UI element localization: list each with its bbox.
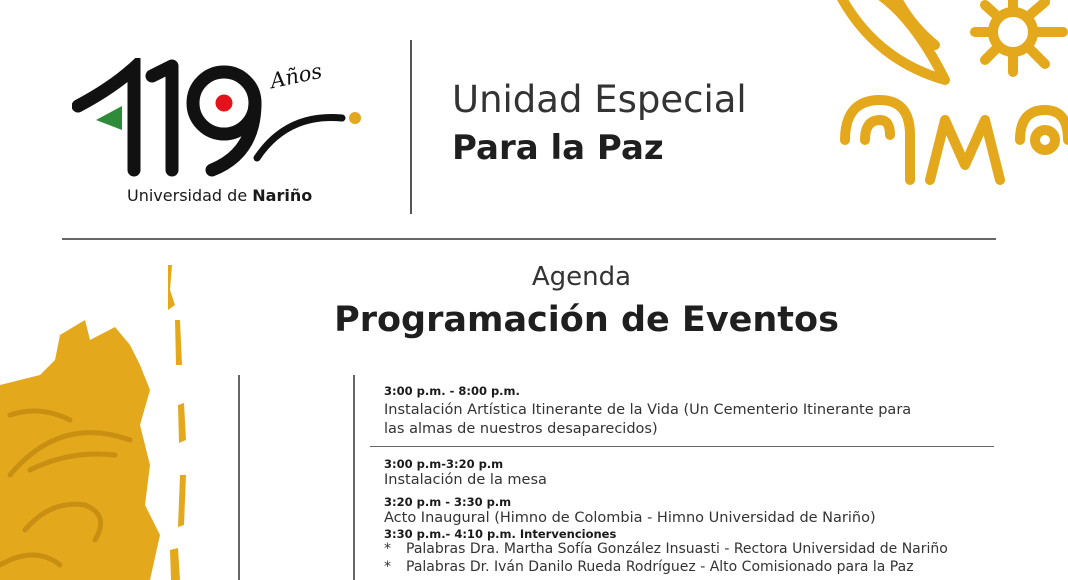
logo-university-name: [127, 186, 312, 205]
event-description-line: las almas de nuestros desaparecidos): [384, 421, 658, 437]
agenda-label: Agenda: [531, 262, 632, 292]
header-vertical-divider: [410, 40, 412, 214]
event-description-line: Instalación Artística Itinerante de la Vida (Un Cementerio Itinerante para: [384, 402, 912, 418]
event-bullet: [384, 541, 948, 557]
event-time: 3:30 p.m.- 4:10 p.m. Intervenciones: [384, 527, 617, 541]
event-bullet-text: Palabras Dra. Martha Sofía González Insuasti - Rectora Universidad de Nariño: [406, 541, 948, 557]
bullet-star-icon: *: [384, 559, 391, 575]
event-time: 3:20 p.m - 3:30 p.m: [384, 495, 512, 509]
logo-university-bold: Nariño: [252, 186, 313, 205]
logo-university-prefix: Universidad de: [127, 186, 248, 205]
logo-anos-text: Años: [268, 58, 325, 94]
unit-title-line2: Para la Paz: [452, 128, 664, 168]
header-horizontal-divider: [62, 238, 996, 240]
schedule-column-line-left: [238, 375, 240, 580]
logo-gold-dot: [349, 112, 361, 124]
schedule-column-line-right: [353, 375, 355, 580]
bullet-star-icon: *: [384, 541, 391, 557]
event-bullet-text: Palabras Dr. Iván Danilo Rueda Rodríguez - Alto Comisionado para la Paz: [406, 559, 914, 575]
event-description: [384, 401, 911, 439]
unit-title-line1: Unidad Especial: [452, 78, 747, 121]
logo-swoosh: [257, 118, 342, 159]
logo-digit-one-b: [152, 66, 172, 170]
event-time: 3:00 p.m-3:20 p.m: [384, 457, 504, 471]
decorative-pattern-top-right: [835, 0, 1068, 195]
university-logo: [72, 58, 372, 218]
logo-green-triangle: [96, 106, 122, 130]
logo-119-graphic: [72, 58, 372, 183]
event-separator: [370, 446, 994, 447]
event-time: 3:00 p.m. - 8:00 p.m.: [384, 384, 520, 398]
agenda-title: Programación de Eventos: [334, 300, 839, 340]
event-description: Acto Inaugural (Himno de Colombia - Himno Universidad de Nariño): [384, 510, 876, 526]
event-bullet: [384, 559, 914, 575]
logo-red-dot: [216, 95, 233, 112]
event-description: Instalación de la mesa: [384, 472, 547, 488]
